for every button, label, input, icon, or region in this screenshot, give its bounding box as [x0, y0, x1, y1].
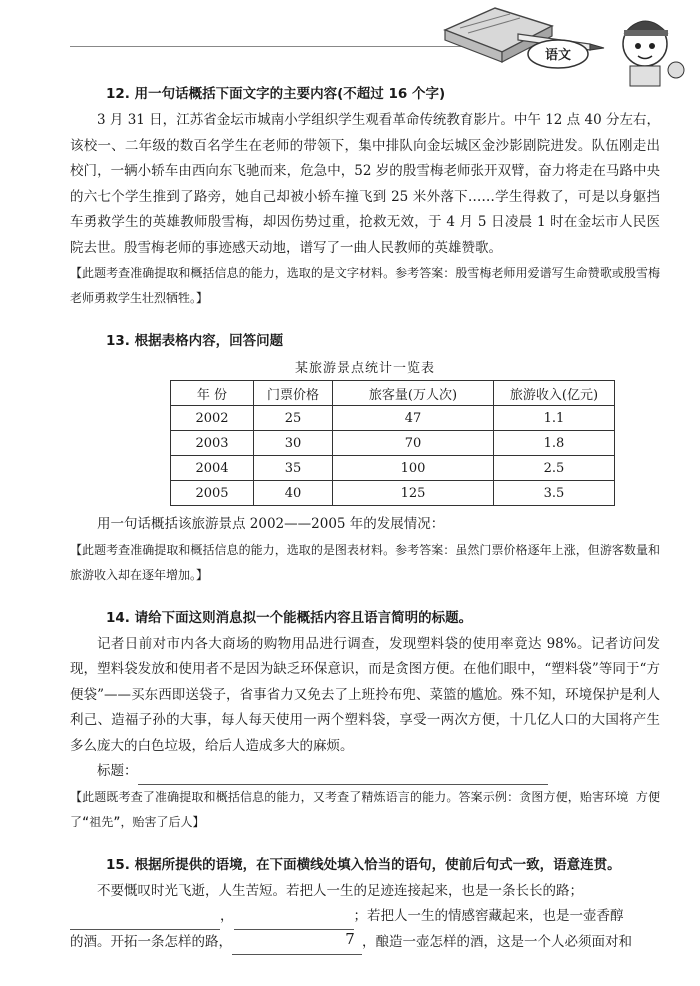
- question-15-title: 15. 根据所提供的语境，在下面横线处填入恰当的语句，使前后句式一致，语意连贯。: [106, 856, 621, 873]
- table-row: [171, 431, 615, 456]
- table-cell: 2005: [171, 481, 254, 506]
- subject-badge: [528, 40, 588, 68]
- table-cell: 1.8: [494, 431, 615, 456]
- question-13-title: 13. 根据表格内容，回答问题: [106, 333, 284, 349]
- question-14-answer: 【此题既考查了准确提取和概括信息的能力，又考查了精炼语言的能力。答案示例：贪图方便，贻害环境 方便了“祖先”，贻害了后人】: [70, 789, 660, 829]
- question-15-line-2: [70, 904, 660, 930]
- question-14-title: 14. 请给下面这则消息拟一个能概括内容且语言简明的标题。: [106, 609, 473, 626]
- subject-logo: [440, 0, 700, 90]
- question-12-passage: 3 月 31 日，江苏省金坛市城南小学组织学生观看革命传统教育影片。中午 12 点 40 分左右，该校一、二年级的数百名学生在老师的带领下，集中排队向金坛城区金沙影剧院进发。队伍刚走出校门，一辆小轿车由西向东飞驰而来，危急中，52 岁的殷雪梅老师张开双臂，奋力将走在马路中央的六七个学生推到了路旁，她自己却被小轿车撞飞到 25 米外落下……学生得救了，可是以身躯挡车勇救学生的英雄教师殷雪梅，却因伤势过重，抢救无效，于 4 月 5 日凌晨 1 时在金坛市人民医院去世。殷雪梅老师的事迹感天动地，谱写了一曲人民教师的英雄赞歌。: [70, 112, 660, 256]
- question-15-line-3-head: 的酒。开拓一条怎样的路，: [70, 933, 232, 950]
- fill-blank-2[interactable]: [234, 913, 354, 930]
- question-15-line-2-tail: ；若把人一生的情感窖藏起来，也是一壶香醇: [353, 908, 624, 924]
- question-12-answer: 【此题考查准确提取和概括信息的能力，选取的是文字材料。参考答案：殷雪梅老师用爱谱写生命赞歌或殷雪梅老师勇救学生壮烈牺牲。】: [70, 266, 660, 305]
- table-header-year: 年 份: [171, 381, 254, 406]
- table-cell: 2.5: [494, 456, 615, 481]
- table-cell: 125: [333, 481, 494, 506]
- table-cell: 35: [254, 456, 333, 481]
- table-header-visitors: 旅客量(万人次): [333, 381, 494, 406]
- table-cell: 70: [333, 431, 494, 456]
- table-header-revenue: 旅游收入(亿元): [494, 381, 615, 406]
- question-13-prompt: 用一句话概括该旅游景点 2002——2005 年的发展情况：: [97, 516, 445, 532]
- table-row: [171, 406, 615, 431]
- question-14-passage: 记者日前对市内各大商场的购物用品进行调查，发现塑料袋的使用率竟达 98%。记者访问发现，塑料袋发放和使用者不是因为缺乏环保意识，而是贪图方便。在他们眼中，“塑料袋”等同于“方便袋”——买东西即送袋子，省事省力又免去了上班拎布兜、菜篮的尴尬。殊不知，环境保护是利人利己、造福子孙的大事，每人每天使用一两个塑料袋，享受一两次方便，十几亿人口的大国将产生多么庞大的白色垃圾，给后人造成多大的麻烦。: [70, 635, 660, 754]
- table-cell: 100: [333, 456, 494, 481]
- question-15-line-1: 不要慨叹时光飞逝，人生苦短。若把人一生的足迹连接起来，也是一条长长的路；: [97, 882, 583, 899]
- table-cell: 40: [254, 481, 333, 506]
- subject-badge-text: 语文: [544, 48, 572, 63]
- table-cell: 2002: [171, 406, 254, 431]
- table-cell: 2004: [171, 456, 254, 481]
- page-number: 7: [345, 930, 355, 948]
- question-12-title: 12. 用一句话概括下面文字的主要内容(不超过 16 个字): [106, 86, 446, 102]
- table-cell: 30: [254, 431, 333, 456]
- question-14-title-line: [70, 759, 660, 785]
- table-cell: 1.1: [494, 406, 615, 431]
- table-header-ticket-price: 门票价格: [254, 381, 333, 406]
- table-cell: 47: [333, 406, 494, 431]
- title-answer-blank[interactable]: [138, 768, 548, 785]
- cartoon-boy-icon: [623, 21, 684, 86]
- fill-separator: ，: [220, 908, 234, 924]
- fill-blank-1[interactable]: [70, 913, 220, 930]
- table-cell: 2003: [171, 431, 254, 456]
- statistics-table: [170, 380, 615, 506]
- page-content: [70, 84, 660, 955]
- table-cell: 3.5: [494, 481, 615, 506]
- table-row: [171, 481, 615, 506]
- table-header-row: [171, 381, 615, 406]
- table-caption: 某旅游景点统计一览表: [294, 361, 435, 376]
- table-cell: 25: [254, 406, 333, 431]
- question-13-answer: 【此题考查准确提取和概括信息的能力，选取的是图表材料。参考答案：虽然门票价格逐年上涨，但游客数量和旅游收入却在逐年增加。】: [70, 542, 660, 582]
- question-15-line-3-tail: ，酿造一壶怎样的酒，这是一个人必须面对和: [362, 933, 632, 950]
- table-row: [171, 456, 615, 481]
- title-label: 标题：: [97, 763, 138, 779]
